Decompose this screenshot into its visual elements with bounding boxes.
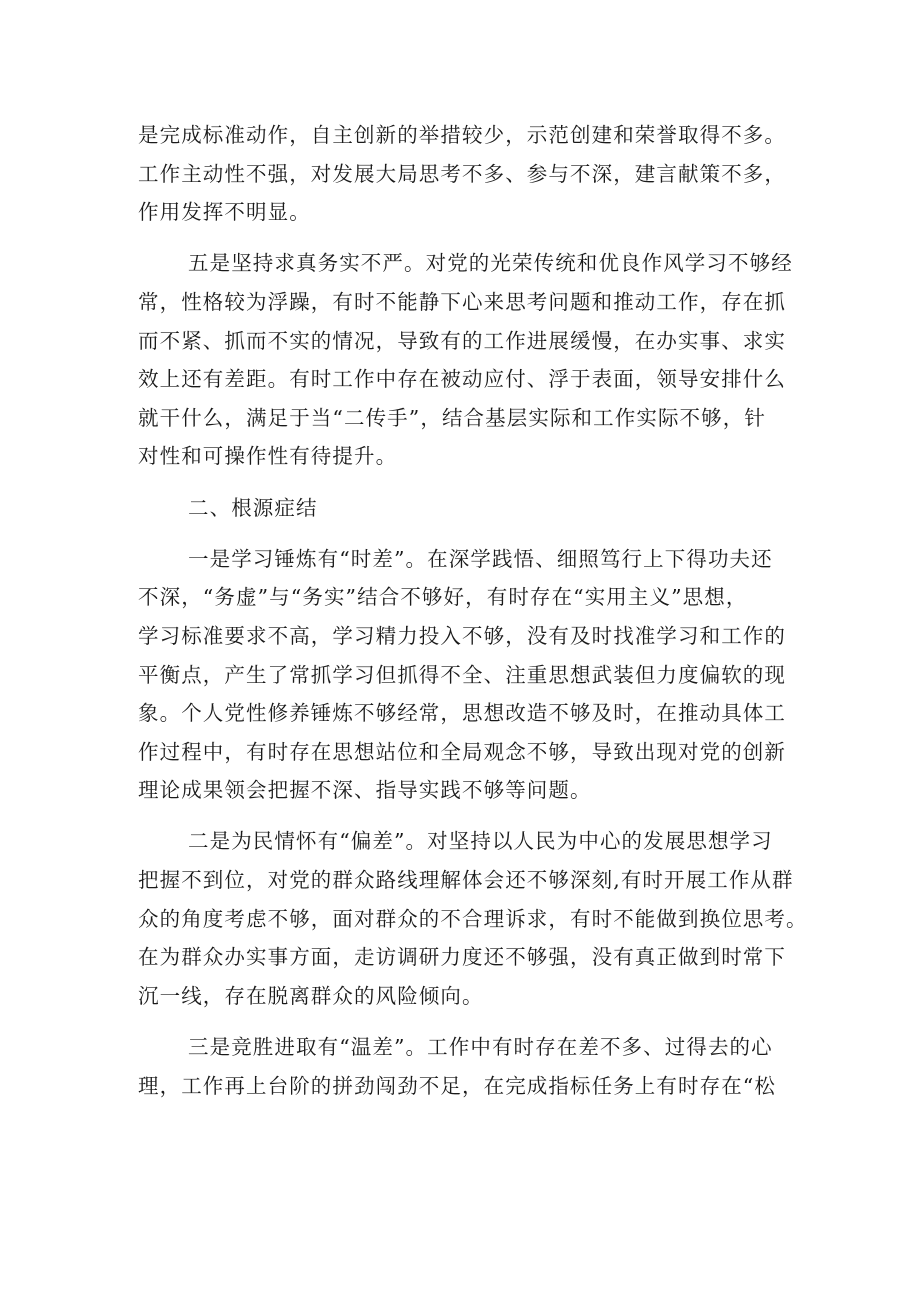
text-line: 效上还有差距。有时工作中存在被动应付、浮于表面，领导安排什么 [138,367,786,392]
paragraph-first-line: 一是学习锤炼有“时差”。在深学践悟、细照笃行上下得功夫还 [188,546,773,571]
text-line: 就干什么，满足于当“二传手”，结合基层实际和工作实际不够，针 [138,405,766,430]
text-line: 众的角度考虑不够，面对群众的不合理诉求，有时不能做到换位思考。 [138,906,808,931]
text-line: 理论成果领会把握不深、指导实践不够等问题。 [138,778,592,803]
document-body [138,116,808,1105]
text-line: 工作主动性不强，对发展大局思考不多、参与不深，建言献策不多， [138,161,786,186]
text-line: 而不紧、抓而不实的情况，导致有的工作进展缓慢，在办实事、求实 [138,328,786,353]
paragraph-first-line: 三是竞胜进取有“温差”。工作中有时存在差不多、过得去的心 [188,1035,773,1060]
text-line: 常，性格较为浮躁，有时不能静下心来思考问题和推动工作，存在抓 [138,289,786,314]
section-heading: 二、根源症结 [188,495,318,520]
paragraph-first-line: 二是为民情怀有“偏差”。对坚持以人民为中心的发展思想学习 [188,829,773,854]
paragraph-first-line: 五是坚持求真务实不严。对党的光荣传统和优良作风学习不够经 [188,251,793,276]
text-line: 理，工作再上台阶的拼劲闯劲不足，在完成指标任务上有时存在“松 [138,1073,776,1098]
text-line: 对性和可操作性有待提升。 [138,444,398,469]
text-line: 象。个人党性修养锤炼不够经常，思想改造不够及时，在推动具体工 [138,701,786,726]
text-line: 是完成标准动作，自主创新的举措较少，示范创建和荣誉取得不多。 [138,123,786,147]
text-line: 作过程中，有时存在思想站位和全局观念不够，导致出现对党的创新 [138,739,786,764]
text-line: 不深，“务虚”与“务实”结合不够好，有时存在“实用主义”思想， [138,585,748,610]
text-line: 沉一线，存在脱离群众的风险倾向。 [138,983,484,1008]
text-line: 平衡点，产生了常抓学习但抓得不全、注重思想武装但力度偏软的现 [138,662,786,687]
text-line: 学习标准要求不高，学习精力投入不够，没有及时找准学习和工作的 [138,623,786,648]
text-line: 把握不到位，对党的群众路线理解体会还不够深刻,有时开展工作从群 [138,868,794,893]
text-line: 作用发挥不明显。 [138,200,311,225]
text-line: 在为群众办实事方面，走访调研力度还不够强，没有真正做到时常下 [138,945,786,970]
